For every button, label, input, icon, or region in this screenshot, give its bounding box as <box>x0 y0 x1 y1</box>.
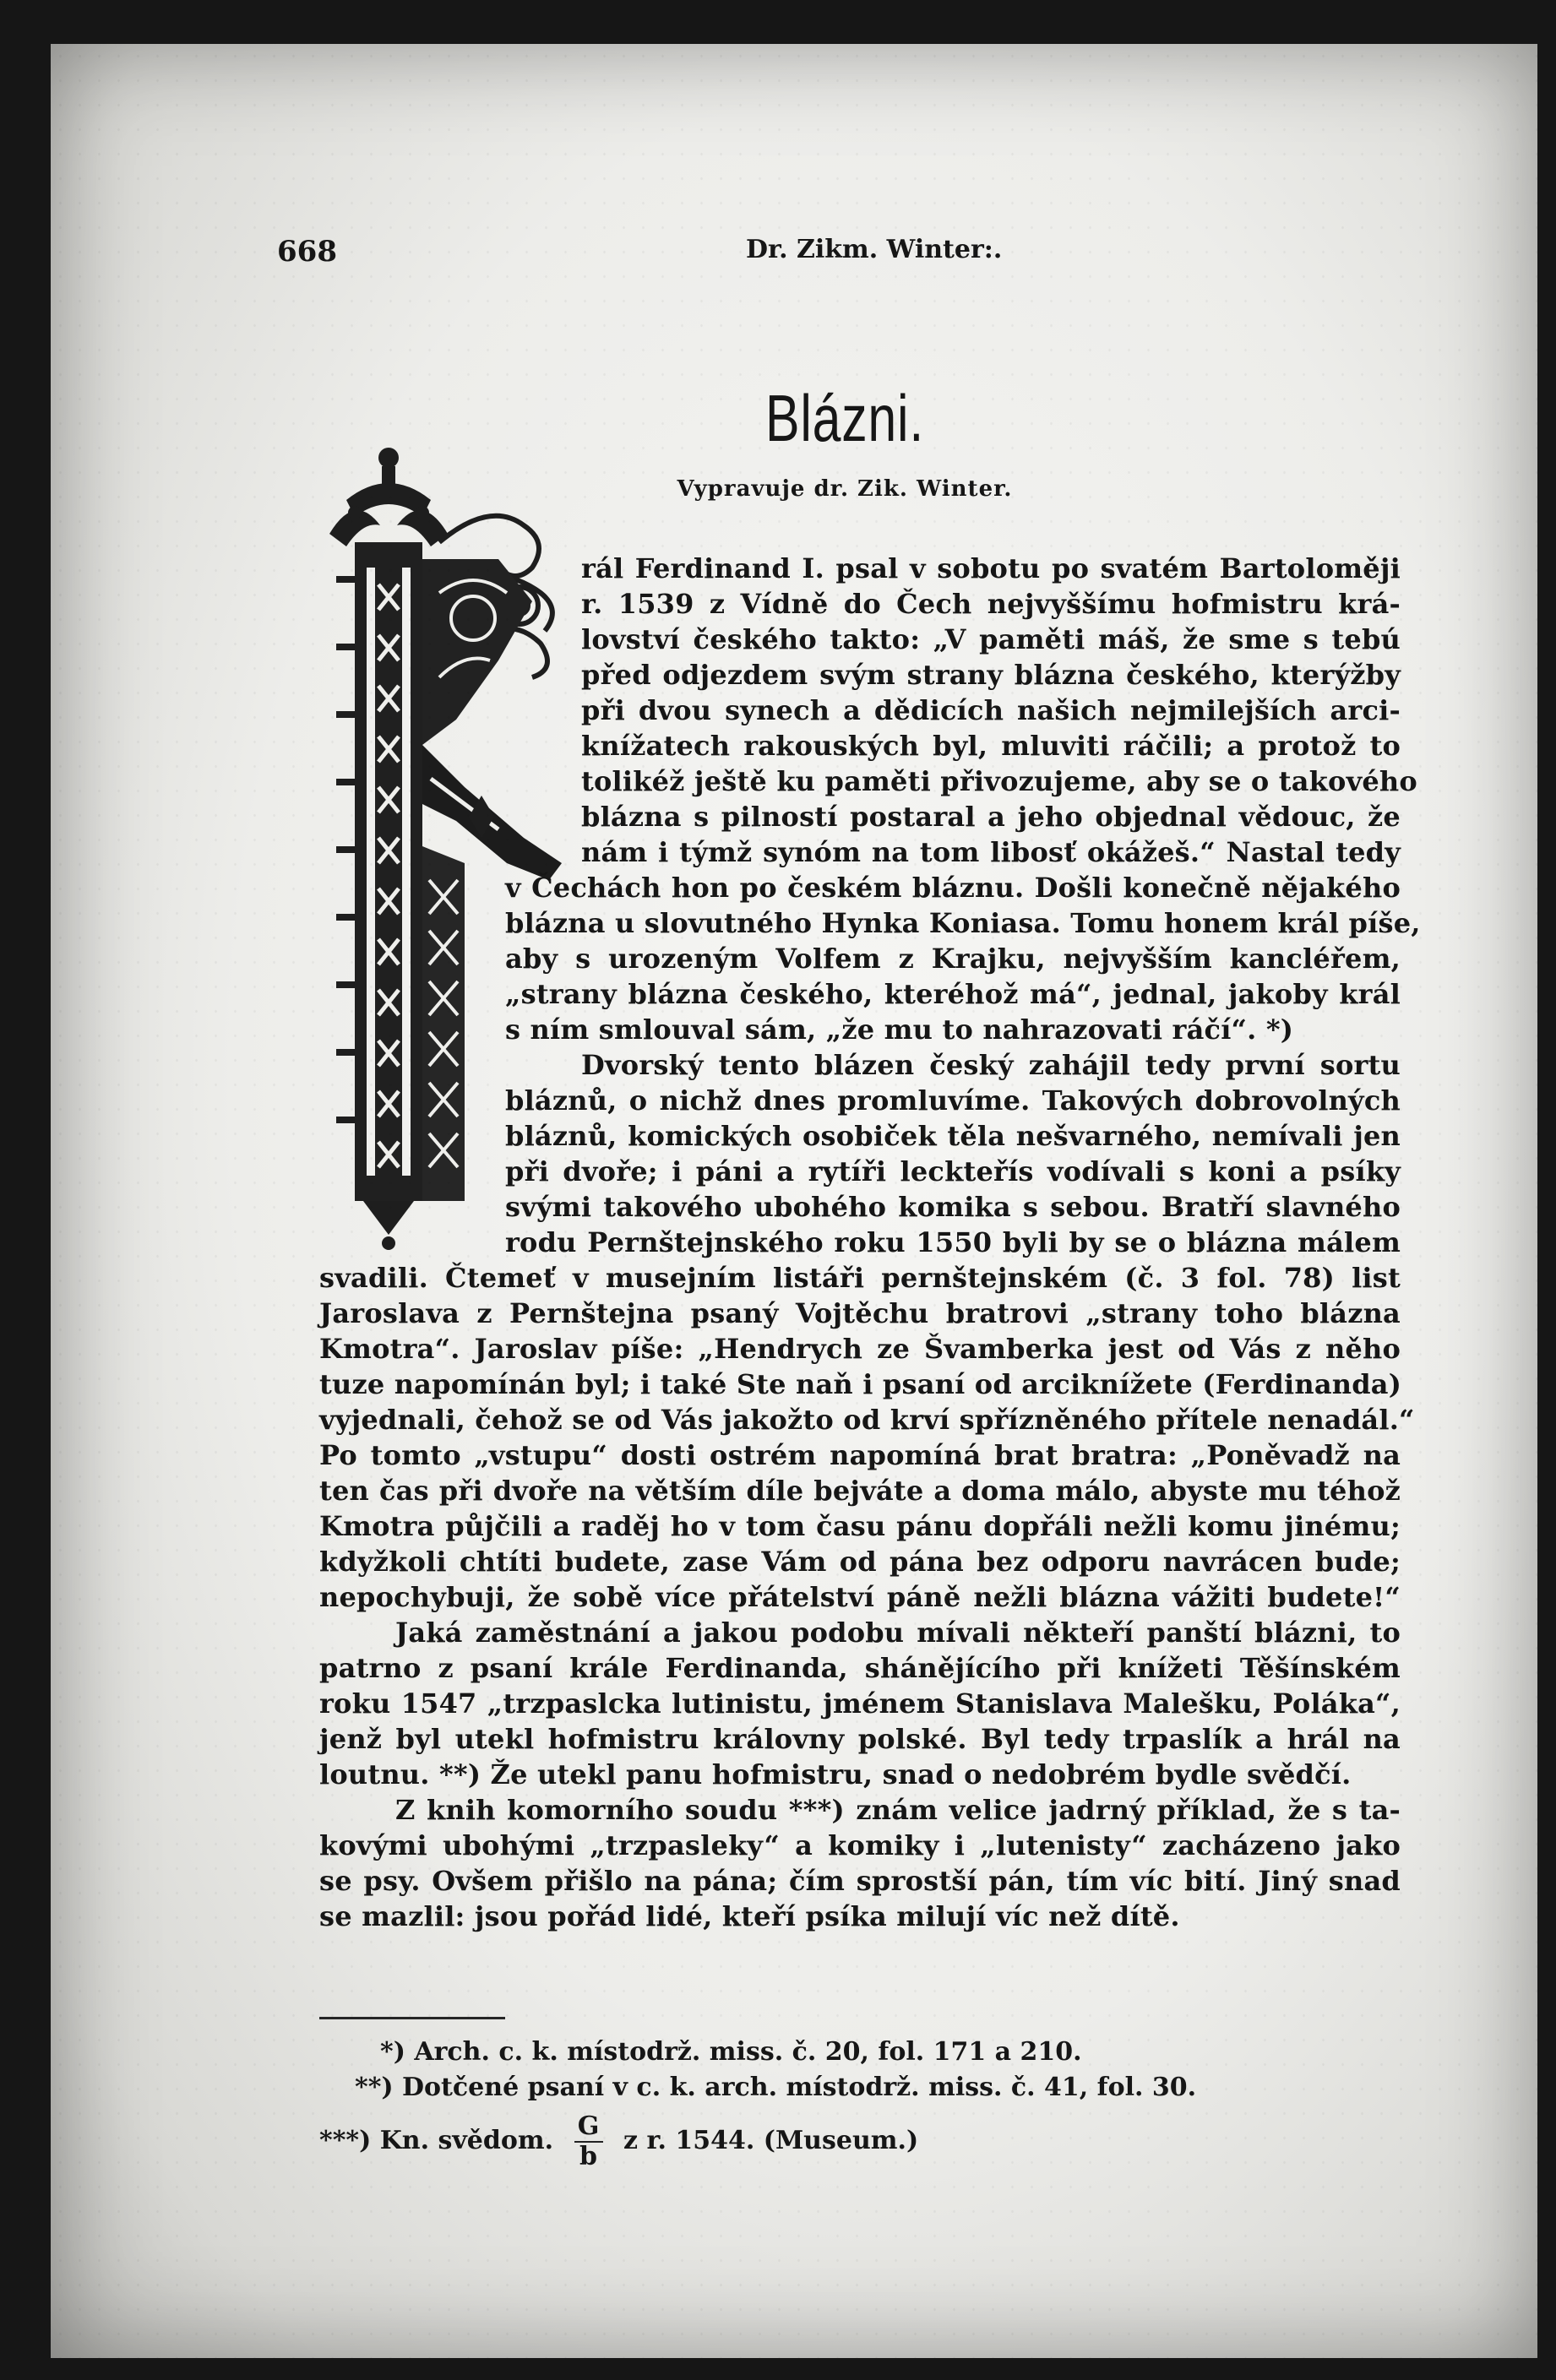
body-line: v Čechách hon po českém bláznu. Došli konečně nějakého <box>505 872 1401 904</box>
body-line: patrno z psaní krále Ferdinanda, shánějícího při knížeti Těšínském <box>319 1652 1401 1684</box>
running-head <box>277 235 1409 285</box>
body-line: Kmotra“. Jaroslav píše: „Hendrych ze Švamberka jest od Vás z něho <box>319 1333 1401 1365</box>
footnote-1: *) Arch. c. k. místodrž. miss. č. 20, fol. 171 a 210. <box>380 2037 1082 2067</box>
fraction <box>574 2111 603 2171</box>
body-line: s ním smlouval sám, „že mu to nahrazovati ráčí“. *) <box>505 1013 1294 1046</box>
body-line: tuze napomínán byl; i také Ste naň i psaní od arciknížete (Ferdinanda) <box>319 1368 1402 1400</box>
body-line: se psy. Ovšem přišlo na pána; čím sprostší pán, tím víc bití. Jiný snad <box>319 1865 1401 1897</box>
article-title: Blázni. <box>764 381 925 455</box>
body-line: ten čas při dvoře na větším díle bejváte a doma málo, abyste mu téhož <box>319 1475 1401 1507</box>
body-line: rodu Pernštejnského roku 1550 byli by se o blázna málem <box>505 1226 1401 1258</box>
body-line: před odjezdem svým strany blázna českého, kterýžby <box>581 659 1401 691</box>
body-line: aby s urozeným Volfem z Krajku, nejvyšším kancléřem, <box>505 943 1401 975</box>
body-line: kdyžkoli chtíti budete, zase Vám od pána bez odporu navrácen bude; <box>319 1546 1401 1578</box>
scanned-page <box>51 44 1537 2358</box>
body-line: svými takového ubohého komika s sebou. Bratří slavného <box>505 1191 1401 1223</box>
body-line: knížatech rakouských byl, mluviti ráčili; a protož to <box>581 730 1401 762</box>
footnote-rule <box>319 2017 505 2019</box>
body-line: loutnu. **) Že utekl panu hofmistru, snad o nedobrém bydle svědčí. <box>319 1758 1352 1790</box>
byline: Vypravuje dr. Zik. Winter. <box>677 476 1013 502</box>
body-line: při dvou synech a dědicích našich nejmilejších arci- <box>581 694 1401 726</box>
body-line: Kmotra půjčili a raděj ho v tom času pánu dopřáli nežli komu jinému; <box>319 1510 1401 1542</box>
footnote-3 <box>319 2111 918 2171</box>
footnote-3-prefix: ***) Kn. svědom. <box>319 2126 554 2155</box>
body-line: roku 1547 „trzpaslcka lutinistu, jménem Stanislava Malešku, Poláka“, <box>319 1687 1401 1720</box>
body-line: Jaroslava z Pernštejna psaný Vojtěchu bratrovi „strany toho blázna <box>319 1297 1401 1329</box>
body-line: blázna s pilností postaral a jeho objednal vědouc, že <box>581 801 1401 833</box>
body-line: lovství českého takto: „V paměti máš, že sme s tebú <box>581 623 1401 655</box>
body-line: vyjednali, čehož se od Vás jakožto od krví spřízněného přítele nenadál.“ <box>319 1404 1415 1436</box>
body-line: bláznů, komických osobiček těla nešvarného, nemívali jen <box>505 1120 1401 1152</box>
body-line: jenž byl utekl hofmistru královny polské. Byl tedy trpaslík a hrál na <box>319 1723 1401 1755</box>
running-title: Dr. Zikm. Winter:. <box>746 235 1003 264</box>
body-line: „strany blázna českého, kteréhož má“, jednal, jakoby král <box>505 978 1401 1010</box>
body-line: nepochybuji, že sobě více přátelství páně nežli blázna vážiti budete!“ <box>319 1581 1401 1613</box>
body-line: Jaká zaměstnání a jakou podobu mívali někteří panští blázni, to <box>395 1617 1401 1649</box>
fraction-numerator: G <box>577 2111 600 2141</box>
body-line: nám i týmž synóm na tom libosť okážeš.“ Nastal tedy <box>581 836 1401 868</box>
body-line: kovými ubohými „trzpasleky“ a komiky i „lutenisty“ zacházeno jako <box>319 1829 1401 1861</box>
body-line: r. 1539 z Vídně do Čech nejvyššímu hofmistru krá- <box>581 588 1401 620</box>
body-text <box>319 551 1421 1986</box>
body-line: bláznů, o nichž dnes promluvíme. Takových dobrovolných <box>505 1084 1401 1117</box>
body-line: Po tomto „vstupu“ dosti ostrém napomíná brat bratra: „Poněvadž na <box>319 1439 1401 1471</box>
body-line: blázna u slovutného Hynka Koniasa. Tomu honem král píše, <box>505 907 1421 939</box>
footnote-3-suffix: z r. 1544. (Museum.) <box>623 2126 919 2155</box>
page-number: 668 <box>277 235 337 269</box>
body-line: Dvorský tento blázen český zahájil tedy první sortu <box>581 1049 1401 1081</box>
body-line: se mazlil: jsou pořád lidé, kteří psíka milují víc než dítě. <box>319 1900 1180 1932</box>
fraction-denominator: b <box>579 2142 597 2171</box>
body-line: svadili. Čtemeť v musejním listáři pernštejnském (č. 3 fol. 78) list <box>319 1262 1401 1294</box>
body-line: při dvoře; i páni a rytíři leckteřís vodívali s koni a psíky <box>505 1155 1401 1187</box>
body-line: Z knih komorního soudu ***) znám velice jadrný příklad, že s ta- <box>395 1794 1401 1826</box>
body-line: rál Ferdinand I. psal v sobotu po svatém Bartoloměji <box>581 552 1401 584</box>
footnote-2: **) Dotčené psaní v c. k. arch. místodrž. miss. č. 41, fol. 30. <box>355 2073 1197 2102</box>
body-line: tolikéž ještě ku paměti přivozujeme, aby se o takového <box>581 765 1417 797</box>
